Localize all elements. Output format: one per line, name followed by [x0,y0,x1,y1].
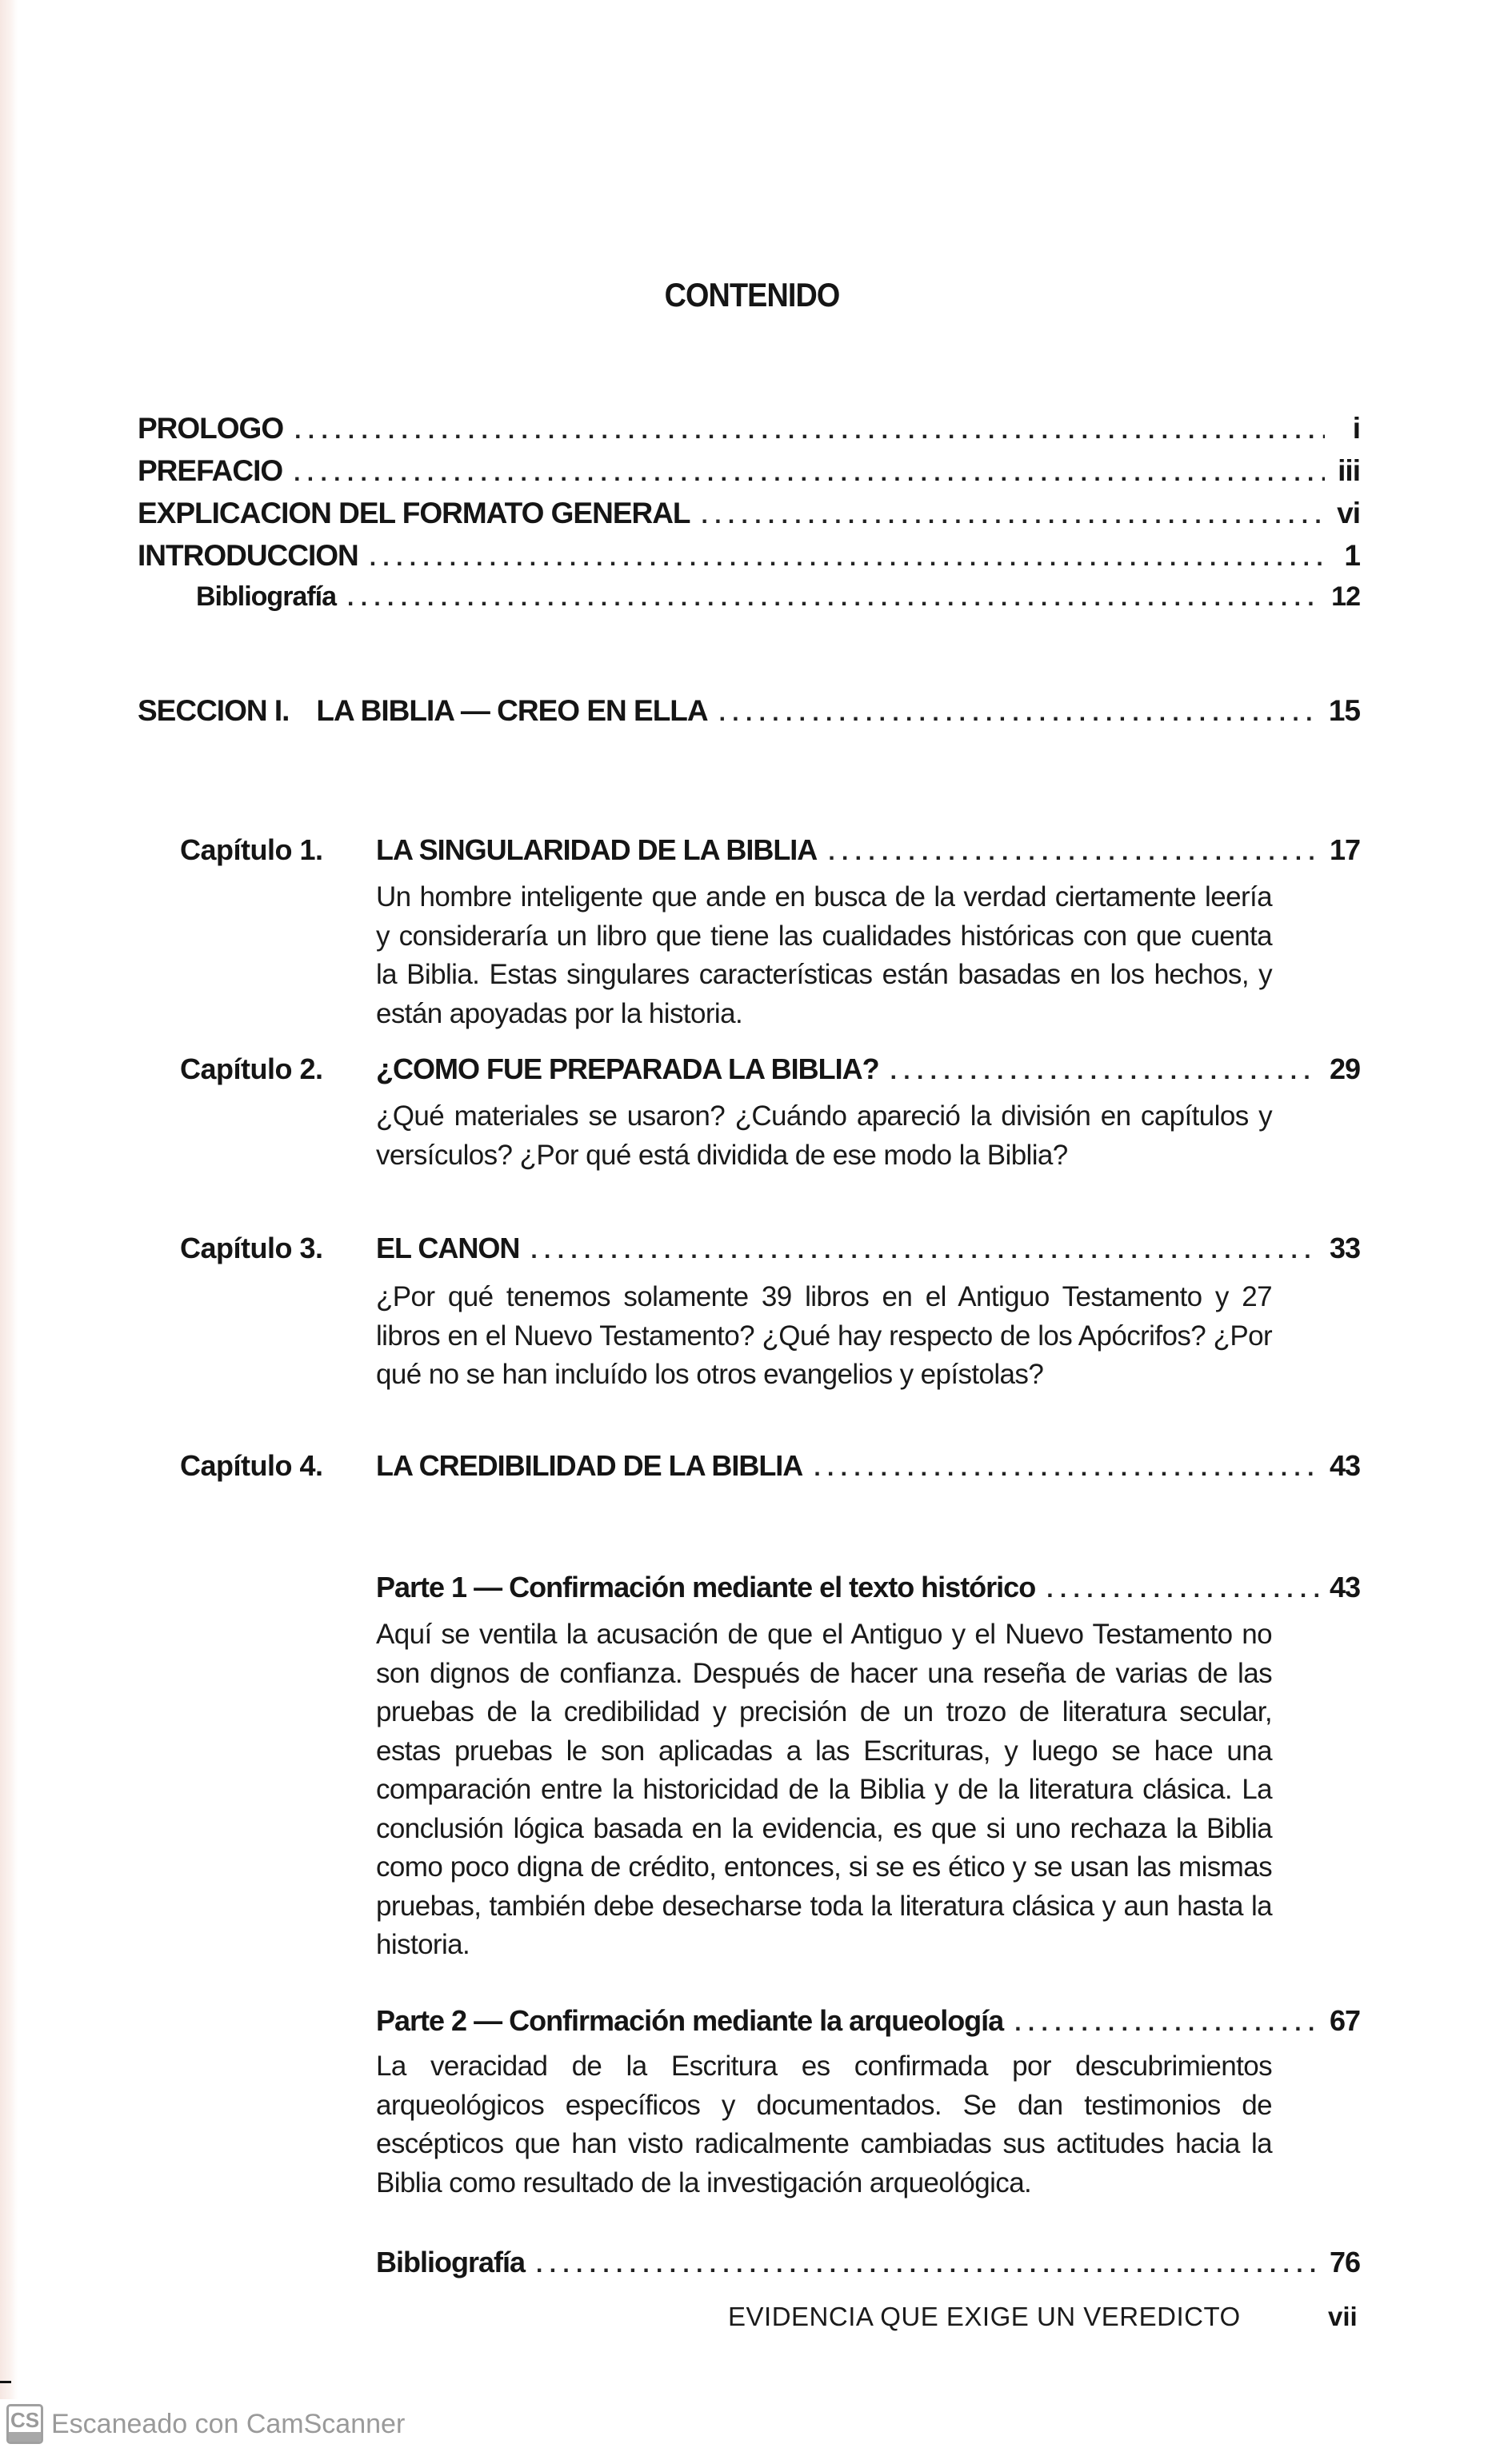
camscanner-logo-icon: CS [6,2404,43,2444]
scan-edge-mark [0,2381,11,2383]
toc-entry-label: Bibliografía [196,581,337,612]
page-title: CONTENIDO [664,276,840,313]
section-label: SECCION I. [138,694,290,727]
leader-dots [719,700,1318,727]
toc-entry-prefacio[interactable] [138,454,1360,488]
toc-chapter-4-part-2[interactable] [376,2004,1360,2038]
leader-dots [890,1058,1318,1085]
toc-chapter-4-part-1[interactable] [376,1571,1360,1604]
scanned-page-edge [0,0,18,2399]
part-page: 67 [1329,2004,1360,2037]
leader-dots [814,1455,1318,1482]
part-1-description: Aquí se ventila la acusación de que el Antiguo y el Nuevo Testamento no son dignos de confianza. Después de hacer una reseña de varias de las pruebas de la credibilidad y precisión de un trozo de literatura secular, estas pruebas le son aplicadas a las Escrituras, y luego se hace una comparación entre la historicidad de la Biblia y de la literatura clásica. La conclusión lógica basada en la evidencia, es que si uno rechaza la Biblia como poco digna de crédito, entonces, si se es ético y se usan las mismas pruebas, también debe desecharse toda la literatura clásica y aun hasta la historia. [376,1619,1272,1960]
toc-entry-page: vi [1337,497,1360,529]
toc-chapter-2[interactable] [376,1052,1360,1086]
leader-dots [702,502,1325,529]
toc-entry-label: EXPLICACION DEL FORMATO GENERAL [138,497,690,529]
watermark-text: Escaneado con CamScanner [51,2408,406,2439]
leader-dots [536,2251,1318,2278]
chapter-page: 43 [1329,1449,1360,1482]
toc-chapter-3[interactable] [376,1232,1360,1265]
toc-entry-bibliografia-intro[interactable] [196,581,1360,613]
toc-entry-page: iii [1338,454,1360,487]
toc-chapter-4[interactable] [376,1449,1360,1483]
part-2-description: La veracidad de la Escritura es confirmada por descubrimientos arqueológicos específicos y documentados. Se dan testimonios de escépticos que han visto radicalmente cambiadas sus actitudes hacia la Biblia como resultado de la investigación arqueológica. [376,2051,1272,2198]
leader-dots [1014,2010,1318,2037]
toc-section-1[interactable] [138,694,1360,728]
toc-entry-prologo[interactable] [138,412,1360,445]
toc-entry-introduccion[interactable] [138,539,1360,573]
leader-dots [530,1237,1318,1264]
section-page: 15 [1328,694,1360,727]
bibliography-page: 76 [1329,2246,1360,2278]
chapter-page: 17 [1329,833,1360,866]
leader-dots [294,460,1325,487]
chapter-title: EL CANON [376,1232,520,1264]
page-number: vii [1328,2302,1358,2331]
toc-entry-page: 12 [1331,581,1360,612]
toc-entry-label: INTRODUCCION [138,539,358,572]
chapter-title: LA SINGULARIDAD DE LA BIBLIA [376,833,818,866]
chapter-page: 29 [1329,1052,1360,1085]
toc-entry-label: PREFACIO [138,454,283,487]
chapter-title: LA CREDIBILIDAD DE LA BIBLIA [376,1449,803,1482]
running-title: EVIDENCIA QUE EXIGE UN VEREDICTO [728,2302,1241,2331]
leader-dots [828,839,1318,866]
bibliography-label: Bibliografía [376,2246,526,2278]
toc-entry-explicacion[interactable] [138,497,1360,530]
part-title: Parte 2 — Confirmación mediante la arqueología [376,2004,1004,2037]
chapter-3-label: Capítulo 3. [180,1232,323,1264]
chapter-1-label: Capítulo 1. [180,833,323,866]
section-title: LA BIBLIA — CREO EN ELLA [316,694,708,727]
leader-dots [370,545,1325,572]
chapter-4-label: Capítulo 4. [180,1449,323,1482]
toc-chapter-1[interactable] [376,833,1360,867]
part-page: 43 [1329,1571,1360,1603]
toc-entry-label: PROLOGO [138,412,284,445]
chapter-1-description: Un hombre inteligente que ande en busca de la verdad ciertamente leería y consideraría un libro que tiene las cualidades históricas con que cuenta la Biblia. Estas singulares características están basadas en los hechos, y están apoyadas por la historia. [376,881,1272,1029]
chapter-3-description: ¿Por qué tenemos solamente 39 libros en el Antiguo Testamento y 27 libros en el Nuevo Testamento? ¿Qué hay respecto de los Apócrifos? ¿Por qué no se han incluído los otros evangelios y epístolas? [376,1281,1272,1390]
leader-dots [294,417,1325,445]
chapter-2-description: ¿Qué materiales se usaron? ¿Cuándo apareció la división en capítulos y versículos? ¿Por qué está dividida de ese modo la Biblia? [376,1100,1272,1171]
toc-chapter-4-bibliografia[interactable] [376,2246,1360,2279]
chapter-title: ¿COMO FUE PREPARADA LA BIBLIA? [376,1052,879,1085]
leader-dots [347,585,1320,612]
toc-entry-page: i [1352,412,1360,445]
camscanner-watermark [6,2404,405,2444]
chapter-page: 33 [1329,1232,1360,1264]
part-title: Parte 1 — Confirmación mediante el texto histórico [376,1571,1036,1603]
leader-dots [1046,1576,1318,1603]
chapter-2-label: Capítulo 2. [180,1052,323,1085]
toc-entry-page: 1 [1344,539,1360,572]
